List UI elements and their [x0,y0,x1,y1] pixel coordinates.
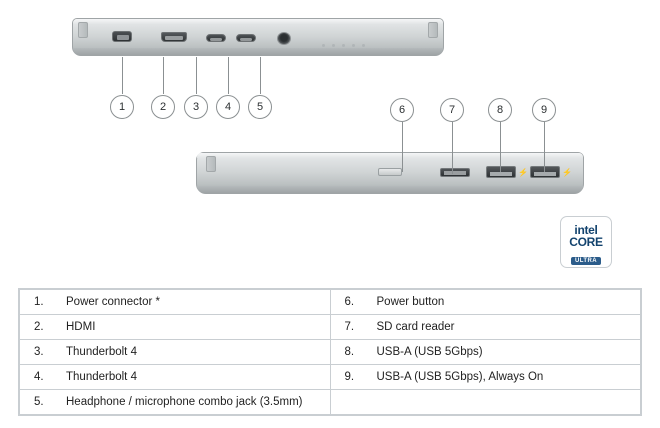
legend-number-9: 9. [330,365,367,390]
legend-number-6: 6. [330,290,367,315]
leader-line-6 [402,122,403,172]
legend-number-1: 1. [20,290,57,315]
leader-line-4 [228,57,229,94]
legend-label-6: Power button [367,290,641,315]
leader-line-3 [196,57,197,94]
legend-table [19,289,641,415]
legend-label-5: Headphone / microphone combo jack (3.5mm) [56,390,330,415]
vent-dot [342,44,345,47]
thunderbolt-4-port-2 [236,34,256,42]
port-legend-table [18,288,642,416]
legend-label-3: Thunderbolt 4 [56,340,330,365]
vent-dot [322,44,325,47]
callout-8: 8 [488,98,512,122]
chassis-top-edge [197,153,583,158]
callout-1: 1 [110,95,134,119]
leader-line-7 [452,122,453,174]
chassis-bottom-edge [197,186,583,193]
thunderbolt-4-port-1 [206,34,226,42]
legend-number-5: 5. [20,390,57,415]
vent-dot [352,44,355,47]
power-button [378,168,402,176]
sd-card-reader [440,168,470,177]
callout-5: 5 [248,95,272,119]
legend-number-2: 2. [20,315,57,340]
legend-label-1: Power connector * [56,290,330,315]
leader-line-2 [163,57,164,94]
callout-7: 7 [440,98,464,122]
legend-label-9: USB-A (USB 5Gbps), Always On [367,365,641,390]
legend-number-7: 7. [330,315,367,340]
leader-line-1 [122,57,123,94]
callout-4: 4 [216,95,240,119]
legend-label-2: HDMI [56,315,330,340]
usb-always-on-icon: ⚡ [562,168,572,177]
chassis-bottom-edge [73,48,443,55]
legend-number-4: 4. [20,365,57,390]
usb-icon: ⚡ [518,168,528,177]
usb-a-always-on-port [530,166,560,178]
intel-core-ultra-badge [560,216,612,268]
table-row [20,390,641,415]
laptop-left-side-view [72,18,444,56]
leader-line-9 [544,122,545,172]
vent-dot [332,44,335,47]
table-row [20,365,641,390]
hinge-notch-left [78,22,88,38]
badge-ultra-text: ULTRA [571,257,601,265]
hdmi-port [161,32,187,42]
legend-number-3: 3. [20,340,57,365]
callout-9: 9 [532,98,556,122]
table-row [20,290,641,315]
callout-3: 3 [184,95,208,119]
legend-label-4: Thunderbolt 4 [56,365,330,390]
callout-6: 6 [390,98,414,122]
legend-label-7: SD card reader [367,315,641,340]
laptop-right-side-view [196,152,584,194]
table-row [20,315,641,340]
hinge-notch-left [206,156,216,172]
badge-brand-text: intel [574,223,598,237]
leader-line-8 [500,122,501,172]
usb-a-port [486,166,516,178]
legend-label-empty [367,390,641,415]
legend-number-empty [330,390,367,415]
power-connector-port [112,31,132,42]
leader-line-5 [260,57,261,94]
headphone-microphone-combo-jack [277,32,291,45]
hinge-notch-right [428,22,438,38]
legend-label-8: USB-A (USB 5Gbps) [367,340,641,365]
callout-2: 2 [151,95,175,119]
chassis-top-edge [73,19,443,24]
vent-dot [362,44,365,47]
badge-core-text: CORE [569,235,603,249]
legend-number-8: 8. [330,340,367,365]
table-row [20,340,641,365]
